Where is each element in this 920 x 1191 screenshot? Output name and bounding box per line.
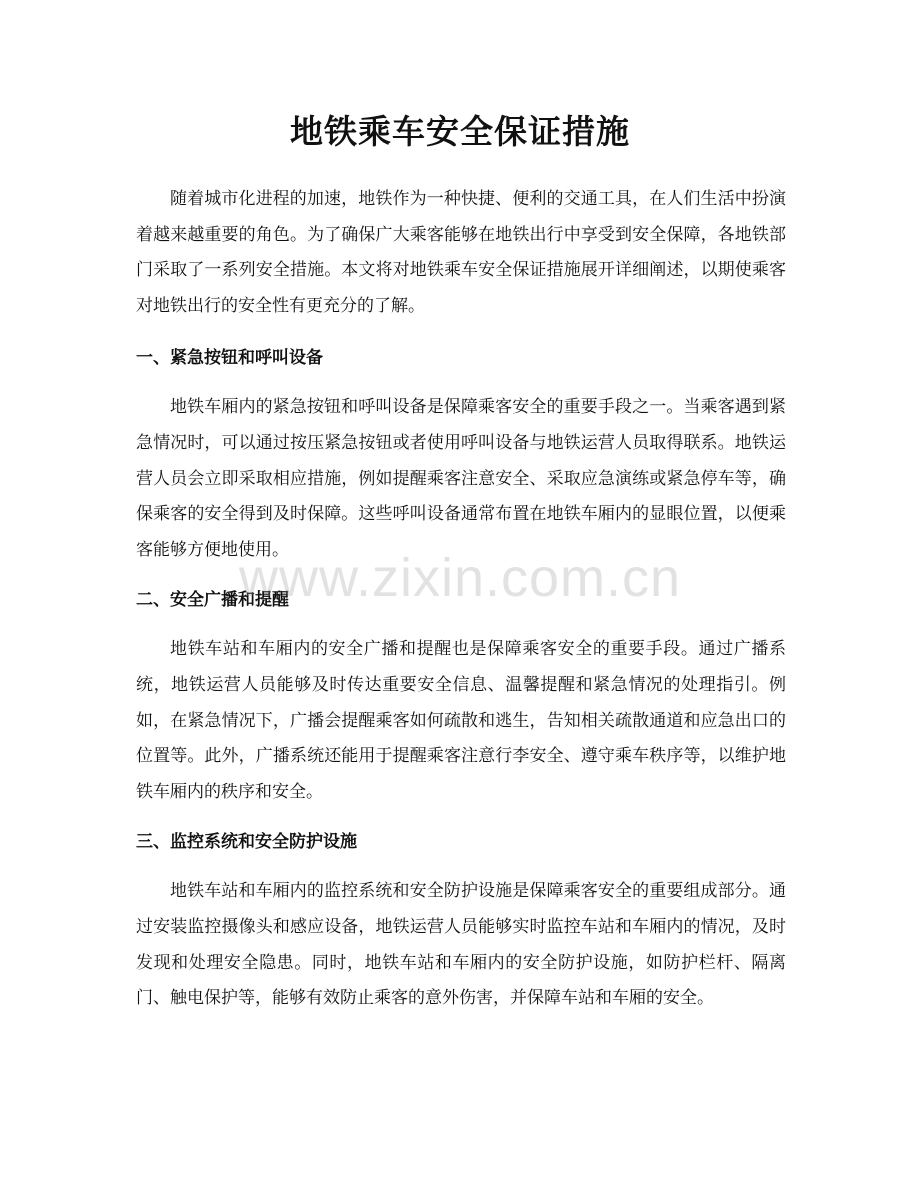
- section-heading-safety-broadcast: 二、安全广播和提醒: [136, 590, 289, 611]
- watermark: www.zixin.com.cn: [238, 548, 682, 608]
- document-body: [136, 182, 786, 1017]
- section-heading-monitoring-systems: 三、监控系统和安全防护设施: [136, 832, 357, 853]
- section-heading-emergency-buttons: 一、紧急按钮和呼叫设备: [136, 348, 323, 369]
- section-body-emergency-buttons: 地铁车厢内的紧急按钮和呼叫设备是保障乘客安全的重要手段之一。当乘客遇到紧急情况时，可以通过按压紧急按钮或者使用呼叫设备与地铁运营人员取得联系。地铁运营人员会立即采取相应措施，例如提醒乘客注意安全、采取应急演练或紧急停车等，确保乘客的安全得到及时保障。这些呼叫设备通常布置在地铁车厢内的显眼位置，以便乘客能够方便地使用。: [136, 397, 786, 560]
- document-title: 地铁乘车安全保证措施: [290, 112, 630, 151]
- section-body-monitoring-systems: 地铁车站和车厢内的监控系统和安全防护设施是保障乘客安全的重要组成部分。通过安装监控摄像头和感应设备，地铁运营人员能够实时监控车站和车厢内的情况，及时发现和处理安全隐患。同时，地铁车站和车厢内的安全防护设施，如防护栏杆、隔离门、触电保护等，能够有效防止乘客的意外伤害，并保障车站和车厢的安全。: [136, 881, 786, 1009]
- intro-paragraph: 随着城市化进程的加速，地铁作为一种快捷、便利的交通工具，在人们生活中扮演着越来越重要的角色。为了确保广大乘客能够在地铁出行中享受到安全保障，各地铁部门采取了一系列安全措施。本文将对地铁乘车安全保证措施展开详细阐述，以期使乘客对地铁出行的安全性有更充分的了解。: [136, 189, 786, 316]
- section-body-safety-broadcast: 地铁车站和车厢内的安全广播和提醒也是保障乘客安全的重要手段。通过广播系统，地铁运营人员能够及时传达重要安全信息、温馨提醒和紧急情况的处理指引。例如，在紧急情况下，广播会提醒乘客如何疏散和逃生，告知相关疏散通道和应急出口的位置等。此外，广播系统还能用于提醒乘客注意行李安全、遵守乘车秩序等，以维护地铁车厢内的秩序和安全。: [136, 639, 786, 802]
